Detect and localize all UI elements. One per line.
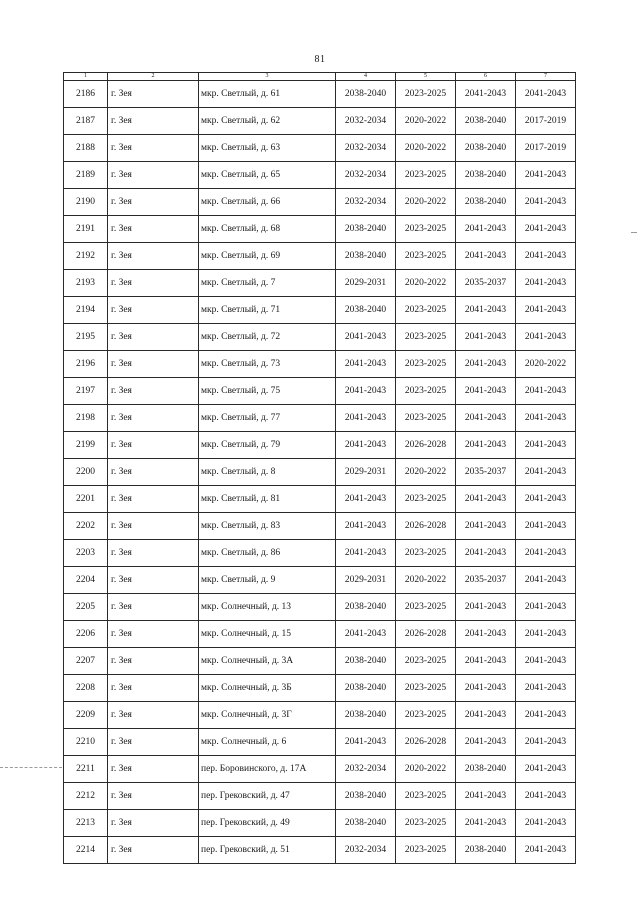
period-col4: 2041-2043 [336, 486, 396, 513]
period-col4: 2029-2031 [336, 270, 396, 297]
address: мкр. Солнечный, д. 3Б [199, 675, 336, 702]
period-col4: 2041-2043 [336, 513, 396, 540]
city: г. Зея [108, 135, 199, 162]
period-col6: 2041-2043 [456, 648, 516, 675]
col-number-2: 2 [108, 73, 199, 81]
col-number-7: 7 [516, 73, 576, 81]
period-col5: 2026-2028 [396, 432, 456, 459]
period-col6: 2041-2043 [456, 216, 516, 243]
table-row [64, 567, 576, 594]
period-col5: 2020-2022 [396, 270, 456, 297]
col-number-1: 1 [64, 73, 108, 81]
table-row [64, 621, 576, 648]
city: г. Зея [108, 540, 199, 567]
period-col4: 2038-2040 [336, 783, 396, 810]
address: мкр. Светлый, д. 83 [199, 513, 336, 540]
row-number: 2190 [64, 189, 108, 216]
address: мкр. Светлый, д. 73 [199, 351, 336, 378]
period-col6: 2041-2043 [456, 810, 516, 837]
row-number: 2209 [64, 702, 108, 729]
city: г. Зея [108, 648, 199, 675]
period-col5: 2020-2022 [396, 756, 456, 783]
row-number: 2211 [64, 756, 108, 783]
period-col4: 2038-2040 [336, 702, 396, 729]
row-number: 2188 [64, 135, 108, 162]
period-col6: 2041-2043 [456, 297, 516, 324]
period-col4: 2029-2031 [336, 459, 396, 486]
period-col6: 2038-2040 [456, 189, 516, 216]
row-number: 2201 [64, 486, 108, 513]
period-col5: 2023-2025 [396, 243, 456, 270]
period-col5: 2023-2025 [396, 837, 456, 864]
period-col6: 2038-2040 [456, 837, 516, 864]
period-col6: 2041-2043 [456, 594, 516, 621]
table-row [64, 81, 576, 108]
period-col5: 2026-2028 [396, 621, 456, 648]
period-col7: 2041-2043 [516, 243, 576, 270]
period-col6: 2041-2043 [456, 405, 516, 432]
row-number: 2206 [64, 621, 108, 648]
period-col6: 2041-2043 [456, 621, 516, 648]
period-col6: 2041-2043 [456, 702, 516, 729]
city: г. Зея [108, 297, 199, 324]
period-col6: 2041-2043 [456, 540, 516, 567]
row-number: 2205 [64, 594, 108, 621]
period-col4: 2041-2043 [336, 405, 396, 432]
period-col7: 2041-2043 [516, 405, 576, 432]
address: мкр. Светлый, д. 63 [199, 135, 336, 162]
row-number: 2199 [64, 432, 108, 459]
period-col7: 2041-2043 [516, 675, 576, 702]
period-col7: 2041-2043 [516, 189, 576, 216]
period-col7: 2041-2043 [516, 378, 576, 405]
address: пер. Грековский, д. 49 [199, 810, 336, 837]
period-col7: 2041-2043 [516, 648, 576, 675]
city: г. Зея [108, 810, 199, 837]
table-row [64, 702, 576, 729]
address: пер. Боровинского, д. 17А [199, 756, 336, 783]
period-col6: 2035-2037 [456, 567, 516, 594]
period-col7: 2041-2043 [516, 270, 576, 297]
period-col6: 2041-2043 [456, 513, 516, 540]
period-col7: 2017-2019 [516, 135, 576, 162]
row-number: 2204 [64, 567, 108, 594]
address: мкр. Светлый, д. 69 [199, 243, 336, 270]
period-col5: 2026-2028 [396, 513, 456, 540]
address: мкр. Светлый, д. 75 [199, 378, 336, 405]
period-col5: 2020-2022 [396, 108, 456, 135]
period-col4: 2032-2034 [336, 756, 396, 783]
period-col6: 2041-2043 [456, 432, 516, 459]
period-col5: 2023-2025 [396, 405, 456, 432]
table-row [64, 351, 576, 378]
period-col5: 2023-2025 [396, 783, 456, 810]
table-row [64, 648, 576, 675]
period-col5: 2020-2022 [396, 189, 456, 216]
row-number: 2214 [64, 837, 108, 864]
period-col7: 2041-2043 [516, 594, 576, 621]
table-row [64, 486, 576, 513]
city: г. Зея [108, 351, 199, 378]
address: мкр. Солнечный, д. 15 [199, 621, 336, 648]
period-col5: 2023-2025 [396, 162, 456, 189]
row-number: 2208 [64, 675, 108, 702]
period-col7: 2041-2043 [516, 432, 576, 459]
table-row [64, 810, 576, 837]
table-row [64, 162, 576, 189]
period-col4: 2032-2034 [336, 108, 396, 135]
row-number: 2203 [64, 540, 108, 567]
period-col7: 2041-2043 [516, 729, 576, 756]
period-col4: 2038-2040 [336, 81, 396, 108]
period-col5: 2026-2028 [396, 729, 456, 756]
period-col4: 2038-2040 [336, 297, 396, 324]
period-col5: 2020-2022 [396, 567, 456, 594]
city: г. Зея [108, 756, 199, 783]
period-col7: 2041-2043 [516, 324, 576, 351]
period-col6: 2035-2037 [456, 459, 516, 486]
city: г. Зея [108, 594, 199, 621]
col-number-5: 5 [396, 73, 456, 81]
address: мкр. Солнечный, д. 3А [199, 648, 336, 675]
period-col5: 2023-2025 [396, 297, 456, 324]
city: г. Зея [108, 189, 199, 216]
address: пер. Грековский, д. 51 [199, 837, 336, 864]
city: г. Зея [108, 405, 199, 432]
col-number-3: 3 [199, 73, 336, 81]
table-row [64, 675, 576, 702]
period-col4: 2038-2040 [336, 648, 396, 675]
city: г. Зея [108, 108, 199, 135]
address: мкр. Светлый, д. 61 [199, 81, 336, 108]
period-col7: 2017-2019 [516, 108, 576, 135]
period-col6: 2041-2043 [456, 324, 516, 351]
period-col4: 2038-2040 [336, 594, 396, 621]
period-col5: 2023-2025 [396, 216, 456, 243]
period-col5: 2023-2025 [396, 378, 456, 405]
row-number: 2212 [64, 783, 108, 810]
table-row [64, 378, 576, 405]
period-col4: 2032-2034 [336, 135, 396, 162]
period-col4: 2032-2034 [336, 162, 396, 189]
period-col4: 2041-2043 [336, 351, 396, 378]
city: г. Зея [108, 378, 199, 405]
period-col7: 2041-2043 [516, 567, 576, 594]
period-col6: 2038-2040 [456, 162, 516, 189]
table-row [64, 513, 576, 540]
row-number: 2202 [64, 513, 108, 540]
period-col4: 2041-2043 [336, 729, 396, 756]
row-number: 2210 [64, 729, 108, 756]
period-col5: 2023-2025 [396, 594, 456, 621]
period-col4: 2041-2043 [336, 621, 396, 648]
period-col4: 2038-2040 [336, 216, 396, 243]
period-col5: 2023-2025 [396, 648, 456, 675]
period-col7: 2041-2043 [516, 297, 576, 324]
city: г. Зея [108, 162, 199, 189]
table-row [64, 270, 576, 297]
table-row [64, 729, 576, 756]
table-row [64, 243, 576, 270]
col-number-6: 6 [456, 73, 516, 81]
period-col6: 2035-2037 [456, 270, 516, 297]
period-col5: 2023-2025 [396, 810, 456, 837]
period-col7: 2041-2043 [516, 540, 576, 567]
period-col6: 2041-2043 [456, 243, 516, 270]
city: г. Зея [108, 243, 199, 270]
address: мкр. Солнечный, д. 3Г [199, 702, 336, 729]
table-row [64, 216, 576, 243]
city: г. Зея [108, 837, 199, 864]
margin-mark [0, 767, 62, 770]
address: мкр. Светлый, д. 65 [199, 162, 336, 189]
period-col4: 2038-2040 [336, 675, 396, 702]
period-col4: 2038-2040 [336, 243, 396, 270]
period-col6: 2041-2043 [456, 378, 516, 405]
period-col4: 2041-2043 [336, 540, 396, 567]
period-col5: 2023-2025 [396, 324, 456, 351]
period-col5: 2023-2025 [396, 540, 456, 567]
period-col7: 2041-2043 [516, 459, 576, 486]
table-row [64, 540, 576, 567]
address: мкр. Светлый, д. 81 [199, 486, 336, 513]
row-number: 2187 [64, 108, 108, 135]
table-row [64, 135, 576, 162]
period-col5: 2020-2022 [396, 459, 456, 486]
address: мкр. Светлый, д. 71 [199, 297, 336, 324]
address: мкр. Светлый, д. 79 [199, 432, 336, 459]
period-col6: 2038-2040 [456, 756, 516, 783]
table-row [64, 405, 576, 432]
period-col5: 2023-2025 [396, 351, 456, 378]
period-col7: 2041-2043 [516, 702, 576, 729]
period-col6: 2041-2043 [456, 351, 516, 378]
row-number: 2213 [64, 810, 108, 837]
city: г. Зея [108, 729, 199, 756]
period-col4: 2029-2031 [336, 567, 396, 594]
period-col6: 2038-2040 [456, 135, 516, 162]
row-number: 2198 [64, 405, 108, 432]
period-col6: 2041-2043 [456, 81, 516, 108]
period-col6: 2041-2043 [456, 729, 516, 756]
period-col5: 2023-2025 [396, 675, 456, 702]
period-col7: 2041-2043 [516, 783, 576, 810]
period-col6: 2041-2043 [456, 486, 516, 513]
city: г. Зея [108, 324, 199, 351]
period-col5: 2020-2022 [396, 135, 456, 162]
period-col4: 2032-2034 [336, 189, 396, 216]
table-row [64, 189, 576, 216]
city: г. Зея [108, 675, 199, 702]
period-col7: 2041-2043 [516, 513, 576, 540]
page-number: 81 [314, 54, 326, 65]
period-col6: 2038-2040 [456, 108, 516, 135]
table-row [64, 432, 576, 459]
period-col7: 2041-2043 [516, 486, 576, 513]
period-col4: 2038-2040 [336, 810, 396, 837]
row-number: 2193 [64, 270, 108, 297]
table-row [64, 837, 576, 864]
period-col4: 2032-2034 [336, 837, 396, 864]
city: г. Зея [108, 513, 199, 540]
period-col4: 2041-2043 [336, 432, 396, 459]
city: г. Зея [108, 216, 199, 243]
header-row [64, 73, 576, 81]
table-row [64, 108, 576, 135]
period-col5: 2023-2025 [396, 702, 456, 729]
schedule-table [63, 72, 576, 864]
row-number: 2196 [64, 351, 108, 378]
address: мкр. Светлый, д. 62 [199, 108, 336, 135]
period-col4: 2041-2043 [336, 378, 396, 405]
row-number: 2189 [64, 162, 108, 189]
period-col4: 2041-2043 [336, 324, 396, 351]
city: г. Зея [108, 486, 199, 513]
address: пер. Грековский, д. 47 [199, 783, 336, 810]
city: г. Зея [108, 270, 199, 297]
city: г. Зея [108, 783, 199, 810]
table-row [64, 783, 576, 810]
address: мкр. Солнечный, д. 13 [199, 594, 336, 621]
address: мкр. Светлый, д. 8 [199, 459, 336, 486]
row-number: 2195 [64, 324, 108, 351]
table-row [64, 594, 576, 621]
address: мкр. Светлый, д. 77 [199, 405, 336, 432]
table-row [64, 297, 576, 324]
period-col5: 2023-2025 [396, 486, 456, 513]
period-col7: 2041-2043 [516, 162, 576, 189]
row-number: 2192 [64, 243, 108, 270]
city: г. Зея [108, 432, 199, 459]
period-col7: 2041-2043 [516, 756, 576, 783]
period-col5: 2023-2025 [396, 81, 456, 108]
table-row [64, 324, 576, 351]
address: мкр. Светлый, д. 68 [199, 216, 336, 243]
period-col7: 2041-2043 [516, 81, 576, 108]
address: мкр. Светлый, д. 7 [199, 270, 336, 297]
address: мкр. Светлый, д. 9 [199, 567, 336, 594]
city: г. Зея [108, 567, 199, 594]
address: мкр. Солнечный, д. 6 [199, 729, 336, 756]
period-col6: 2041-2043 [456, 783, 516, 810]
row-number: 2194 [64, 297, 108, 324]
row-number: 2200 [64, 459, 108, 486]
edge-mark [631, 232, 637, 233]
address: мкр. Светлый, д. 72 [199, 324, 336, 351]
table-row [64, 459, 576, 486]
row-number: 2207 [64, 648, 108, 675]
period-col7: 2020-2022 [516, 351, 576, 378]
city: г. Зея [108, 702, 199, 729]
period-col7: 2041-2043 [516, 810, 576, 837]
city: г. Зея [108, 459, 199, 486]
row-number: 2197 [64, 378, 108, 405]
row-number: 2191 [64, 216, 108, 243]
row-number: 2186 [64, 81, 108, 108]
period-col7: 2041-2043 [516, 216, 576, 243]
address: мкр. Светлый, д. 86 [199, 540, 336, 567]
city: г. Зея [108, 621, 199, 648]
period-col6: 2041-2043 [456, 675, 516, 702]
address: мкр. Светлый, д. 66 [199, 189, 336, 216]
city: г. Зея [108, 81, 199, 108]
col-number-4: 4 [336, 73, 396, 81]
period-col7: 2041-2043 [516, 621, 576, 648]
period-col7: 2041-2043 [516, 837, 576, 864]
table-row [64, 756, 576, 783]
